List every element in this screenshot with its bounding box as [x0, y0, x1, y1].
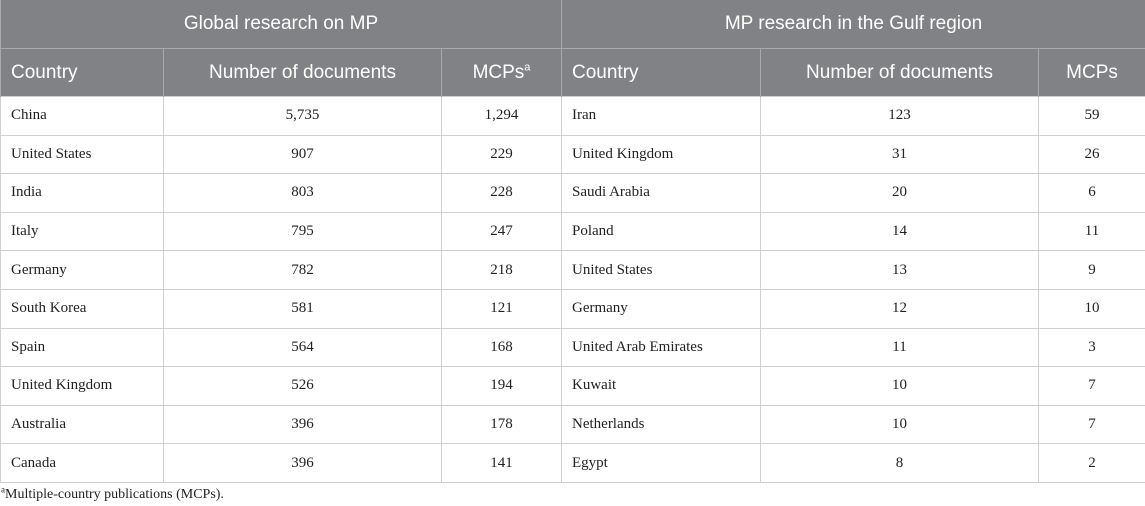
cell-gulf-country: United States [562, 251, 761, 290]
cell-gulf-country: Germany [562, 289, 761, 328]
table-row [1, 289, 1145, 328]
cell-global-mcps: 1,294 [442, 97, 562, 136]
table-row [1, 174, 1145, 213]
cell-gulf-mcps: 3 [1039, 328, 1145, 367]
cell-gulf-country: United Kingdom [562, 135, 761, 174]
table-row [1, 444, 1145, 483]
cell-gulf-mcps: 7 [1039, 367, 1145, 406]
cell-global-country: Germany [1, 251, 164, 290]
cell-gulf-country: Netherlands [562, 405, 761, 444]
cell-global-country: India [1, 174, 164, 213]
col-header-global-documents: Number of documents [164, 49, 442, 97]
cell-gulf-documents: 10 [761, 367, 1039, 406]
footnote-text: Multiple-country publications (MCPs). [5, 487, 224, 502]
cell-global-documents: 5,735 [164, 97, 442, 136]
cell-global-mcps: 229 [442, 135, 562, 174]
cell-gulf-documents: 14 [761, 212, 1039, 251]
cell-gulf-documents: 123 [761, 97, 1039, 136]
cell-global-country: United States [1, 135, 164, 174]
cell-global-country: Spain [1, 328, 164, 367]
cell-global-documents: 526 [164, 367, 442, 406]
table-row [1, 328, 1145, 367]
cell-global-mcps: 168 [442, 328, 562, 367]
table-body [1, 97, 1145, 483]
col-header-global-country: Country [1, 49, 164, 97]
group-header-gulf: MP research in the Gulf region [562, 0, 1145, 49]
cell-gulf-documents: 8 [761, 444, 1039, 483]
cell-global-documents: 396 [164, 405, 442, 444]
cell-gulf-country: Poland [562, 212, 761, 251]
cell-global-documents: 396 [164, 444, 442, 483]
cell-gulf-documents: 31 [761, 135, 1039, 174]
group-header-global: Global research on MP [1, 0, 562, 49]
cell-global-country: China [1, 97, 164, 136]
table-header [1, 0, 1145, 97]
cell-gulf-mcps: 10 [1039, 289, 1145, 328]
cell-global-mcps: 228 [442, 174, 562, 213]
cell-global-documents: 564 [164, 328, 442, 367]
column-header-row [1, 49, 1145, 97]
cell-gulf-mcps: 26 [1039, 135, 1145, 174]
cell-gulf-documents: 10 [761, 405, 1039, 444]
cell-global-country: South Korea [1, 289, 164, 328]
cell-gulf-mcps: 7 [1039, 405, 1145, 444]
cell-global-documents: 803 [164, 174, 442, 213]
cell-global-country: Australia [1, 405, 164, 444]
table-row [1, 251, 1145, 290]
cell-gulf-mcps: 11 [1039, 212, 1145, 251]
cell-global-country: United Kingdom [1, 367, 164, 406]
cell-global-documents: 782 [164, 251, 442, 290]
cell-global-documents: 907 [164, 135, 442, 174]
col-header-gulf-documents: Number of documents [761, 49, 1039, 97]
cell-global-mcps: 178 [442, 405, 562, 444]
footnote-marker: a [524, 61, 531, 74]
cell-gulf-country: Iran [562, 97, 761, 136]
cell-gulf-country: Egypt [562, 444, 761, 483]
table-row [1, 212, 1145, 251]
cell-gulf-country: Kuwait [562, 367, 761, 406]
table-row [1, 135, 1145, 174]
col-header-global-mcps [442, 49, 562, 97]
col-header-gulf-mcps: MCPs [1039, 49, 1145, 97]
table-row [1, 97, 1145, 136]
cell-gulf-country: Saudi Arabia [562, 174, 761, 213]
cell-gulf-documents: 12 [761, 289, 1039, 328]
col-header-global-mcps-label: MCPs [472, 61, 525, 83]
cell-gulf-mcps: 6 [1039, 174, 1145, 213]
cell-global-mcps: 141 [442, 444, 562, 483]
table-row [1, 405, 1145, 444]
cell-gulf-documents: 20 [761, 174, 1039, 213]
group-header-row [1, 0, 1145, 49]
table-footnote [1, 484, 224, 503]
cell-global-mcps: 121 [442, 289, 562, 328]
cell-global-mcps: 218 [442, 251, 562, 290]
cell-gulf-mcps: 2 [1039, 444, 1145, 483]
cell-gulf-mcps: 59 [1039, 97, 1145, 136]
cell-global-country: Canada [1, 444, 164, 483]
cell-gulf-documents: 11 [761, 328, 1039, 367]
cell-global-mcps: 194 [442, 367, 562, 406]
cell-gulf-mcps: 9 [1039, 251, 1145, 290]
footnote-marker: a [1, 484, 5, 495]
cell-gulf-documents: 13 [761, 251, 1039, 290]
col-header-gulf-country: Country [562, 49, 761, 97]
cell-global-documents: 795 [164, 212, 442, 251]
cell-global-mcps: 247 [442, 212, 562, 251]
cell-global-country: Italy [1, 212, 164, 251]
table-row [1, 367, 1145, 406]
cell-global-documents: 581 [164, 289, 442, 328]
cell-gulf-country: United Arab Emirates [562, 328, 761, 367]
